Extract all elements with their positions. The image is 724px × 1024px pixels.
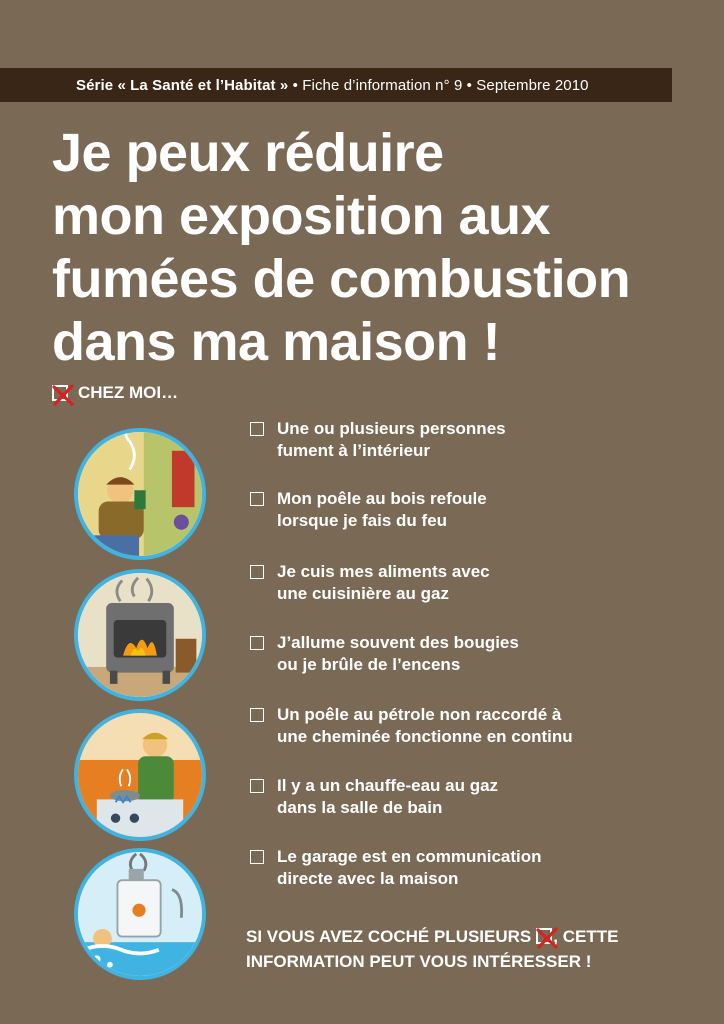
- checklist-item-line: Je cuis mes aliments avec: [277, 562, 490, 581]
- checklist-item-line: fument à l’intérieur: [277, 441, 431, 460]
- checked-box-icon: [52, 385, 68, 401]
- checkbox-icon[interactable]: [250, 636, 264, 650]
- series-info: • Fiche d’information n° 9 • Septembre 2010: [288, 76, 589, 94]
- footer-line: [246, 924, 618, 949]
- checklist-item-line: dans la salle de bain: [277, 798, 443, 817]
- checklist-item-line: Le garage est en communication: [277, 847, 542, 866]
- checkbox-icon[interactable]: [250, 708, 264, 722]
- gas-cooker-illustration: [74, 709, 206, 841]
- wood-stove-illustration: [74, 569, 206, 701]
- checkbox-icon[interactable]: [250, 492, 264, 506]
- gas-water-heater-illustration: [74, 848, 206, 980]
- intro-label: CHEZ MOI…: [78, 383, 179, 402]
- checklist-item-line: Un poêle au pétrole non raccordé à: [277, 705, 562, 724]
- series-title: Série « La Santé et l’Habitat »: [76, 76, 289, 94]
- checklist-item-line: Il y a un chauffe-eau au gaz: [277, 776, 499, 795]
- checked-box-icon: [536, 928, 552, 944]
- checklist-item-line: Mon poêle au bois refoule: [277, 489, 487, 508]
- title-line: Je peux réduire: [52, 123, 444, 183]
- checkbox-icon[interactable]: [250, 422, 264, 436]
- checkbox-icon[interactable]: [250, 779, 264, 793]
- checklist-item-line: lorsque je fais du feu: [277, 511, 448, 530]
- checklist-item-line: une cuisinière au gaz: [277, 584, 449, 603]
- checklist-item: [250, 846, 650, 890]
- checklist-item-line: une cheminée fonctionne en continu: [277, 727, 573, 746]
- checklist-item: [250, 488, 650, 532]
- footer-message: [246, 924, 618, 974]
- smoking-illustration: [74, 428, 206, 560]
- checklist-item-line: ou je brûle de l’encens: [277, 655, 461, 674]
- checklist-item: [250, 704, 650, 748]
- series-line: [76, 77, 589, 94]
- title-line: mon exposition aux: [52, 186, 551, 246]
- checkbox-icon[interactable]: [250, 850, 264, 864]
- series-band: [0, 68, 672, 102]
- footer-text: SI VOUS AVEZ COCHÉ PLUSIEURS: [246, 927, 532, 946]
- checklist-item: [250, 418, 650, 462]
- checkbox-icon[interactable]: [250, 565, 264, 579]
- footer-line: INFORMATION PEUT VOUS INTÉRESSER !: [246, 952, 592, 971]
- title-line: dans ma maison !: [52, 312, 501, 372]
- title-line: fumées de combustion: [52, 249, 631, 309]
- footer-text: , CETTE: [553, 927, 619, 946]
- intro-label-row: [52, 383, 178, 403]
- checklist-item: [250, 561, 650, 605]
- page-title: [52, 122, 692, 374]
- checklist-item: [250, 775, 650, 819]
- checklist-item-line: Une ou plusieurs personnes: [277, 419, 506, 438]
- checklist-item-line: directe avec la maison: [277, 869, 459, 888]
- checklist-item: [250, 632, 650, 676]
- checklist-item-line: J’allume souvent des bougies: [277, 633, 519, 652]
